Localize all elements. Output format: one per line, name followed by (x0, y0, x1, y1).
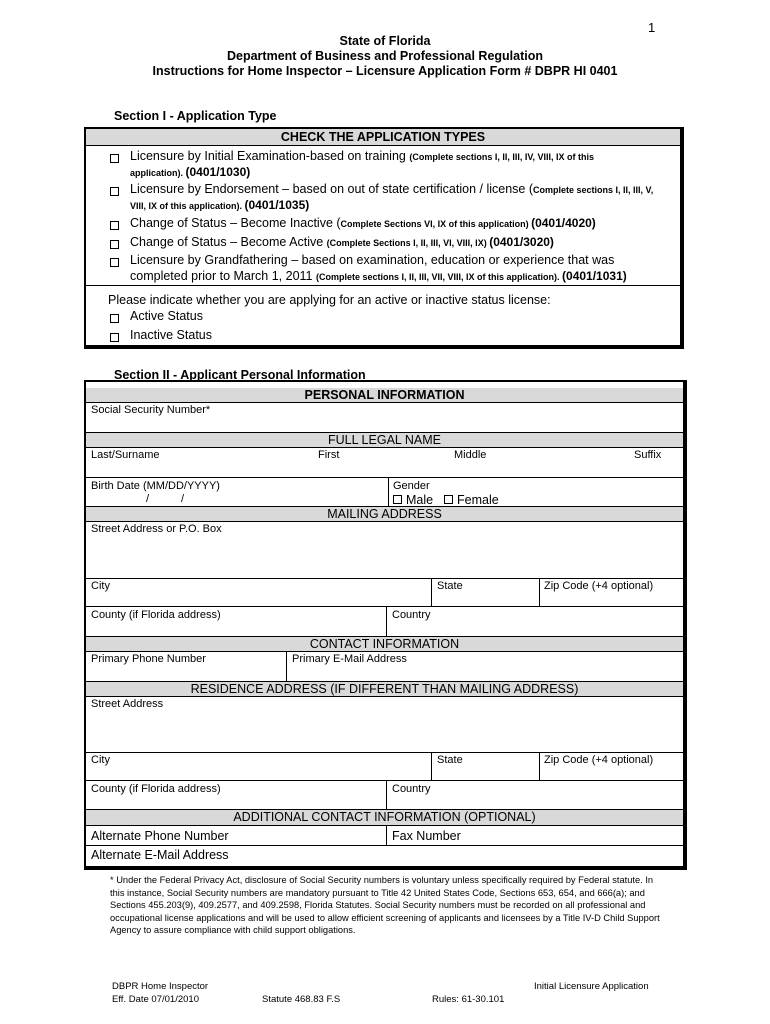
inactive-status-label: Inactive Status (130, 328, 212, 342)
section1-divider (86, 285, 680, 286)
active-status-label: Active Status (130, 309, 203, 323)
active-status-change-checkbox[interactable] (110, 240, 119, 249)
option-become-active (130, 235, 554, 251)
rule (86, 606, 683, 607)
residence-zip-label[interactable]: Zip Code (+4 optional) (544, 754, 654, 766)
rule (431, 578, 432, 606)
option-become-inactive (130, 216, 596, 232)
first-name-label[interactable]: First (318, 449, 340, 461)
option-initial-exam (130, 149, 594, 165)
rule (539, 578, 540, 606)
endorsement-checkbox[interactable] (110, 187, 119, 196)
status-prompt: Please indicate whether you are applying for an active or inactive status license: (108, 293, 551, 307)
option-initial-exam-note2: application). (130, 168, 186, 178)
option-endorsement (130, 182, 653, 198)
birth-date-label[interactable]: Birth Date (MM/DD/YYYY) (91, 480, 220, 492)
footer-effective-date: Eff. Date 07/01/2010 (112, 994, 199, 1005)
rule (388, 477, 389, 506)
male-label: Male (406, 493, 434, 507)
option-endorsement-code: (0401/1035) (244, 198, 310, 212)
gender-female[interactable] (444, 493, 499, 507)
birth-date-slash-1: / (146, 493, 150, 505)
male-checkbox[interactable] (393, 495, 402, 504)
additional-contact-band: ADDITIONAL CONTACT INFORMATION (OPTIONAL) (86, 810, 683, 825)
zip-label[interactable]: Zip Code (+4 optional) (544, 580, 654, 592)
option-become-active-note: (Complete Sections I, II, III, VI, VIII, IX) (326, 238, 490, 248)
footer-form-name: DBPR Home Inspector (112, 981, 209, 992)
rule (86, 696, 683, 697)
rule (86, 477, 683, 478)
option-become-inactive-note: Complete Sections VI, IX of this application) (340, 219, 532, 229)
option-endorsement-line2 (130, 198, 309, 214)
rule (386, 780, 387, 809)
rule (86, 825, 683, 826)
option-initial-exam-label: Licensure by Initial Examination-based on training (130, 149, 410, 163)
option-grandfathering-line2 (130, 269, 627, 285)
residence-country-label[interactable]: Country (392, 783, 431, 795)
footer-application-type: Initial Licensure Application (534, 981, 649, 992)
footer-rules: Rules: 61-30.101 (432, 994, 505, 1005)
application-type-box (84, 127, 684, 349)
option-grandfathering-code: (0401/1031) (562, 269, 627, 283)
footer-statute: Statute 468.83 F.S (262, 994, 341, 1005)
option-become-active-code: (0401/3020) (489, 235, 554, 249)
personal-information-form (84, 380, 687, 870)
option-endorsement-label: Licensure by Endorsement – based on out of state certification / license ( (130, 182, 534, 196)
active-status-checkbox[interactable] (110, 314, 119, 323)
residence-county-label[interactable]: County (if Florida address) (91, 783, 221, 795)
header-form-title: Instructions for Home Inspector – Licensure Application Form # DBPR HI 0401 (152, 64, 618, 78)
option-initial-exam-code: (0401/1030) (185, 165, 251, 179)
alternate-phone-label[interactable]: Alternate Phone Number (91, 829, 229, 843)
section1-title: Section I - Application Type (114, 109, 277, 123)
application-types-band: CHECK THE APPLICATION TYPES (86, 129, 680, 146)
residence-city-label[interactable]: City (91, 754, 110, 766)
inactive-status-checkbox[interactable] (110, 333, 119, 342)
rule (86, 521, 683, 522)
rule (431, 752, 432, 780)
rule (86, 845, 683, 846)
rule (86, 780, 683, 781)
option-initial-exam-line2 (130, 165, 250, 181)
rule (386, 825, 387, 845)
rule (86, 447, 683, 448)
rule (386, 606, 387, 636)
state-label[interactable]: State (437, 580, 463, 592)
residence-address-band: RESIDENCE ADDRESS (IF DIFFERENT THAN MAILING ADDRESS) (86, 682, 683, 696)
rule (539, 752, 540, 780)
female-label: Female (457, 493, 499, 507)
initial-exam-checkbox[interactable] (110, 154, 119, 163)
fax-label[interactable]: Fax Number (392, 829, 461, 843)
option-endorsement-note: Complete sections I, II, III, V, (533, 185, 654, 195)
header-state: State of Florida (339, 34, 431, 48)
country-label[interactable]: Country (392, 609, 431, 621)
city-label[interactable]: City (91, 580, 110, 592)
alternate-email-label[interactable]: Alternate E-Mail Address (91, 848, 229, 862)
street-address-label[interactable]: Street Address or P.O. Box (91, 523, 222, 535)
rule (86, 651, 683, 652)
gender-male[interactable] (393, 493, 433, 507)
primary-phone-label[interactable]: Primary Phone Number (91, 653, 206, 665)
rule (86, 752, 683, 753)
primary-email-label[interactable]: Primary E-Mail Address (292, 653, 407, 665)
option-initial-exam-note: (Complete sections I, II, III, IV, VIII, IX of this (409, 152, 595, 162)
option-endorsement-note2: VIII, IX of this application). (130, 201, 245, 211)
legal-name-band: FULL LEGAL NAME (86, 433, 683, 447)
rule (286, 651, 287, 681)
option-grandfathering-note: (Complete sections I, II, III, VII, VIII, IX of this application). (315, 272, 563, 282)
inactive-status-change-checkbox[interactable] (110, 221, 119, 230)
page-number: 1 (648, 20, 656, 35)
option-grandfathering-label: Licensure by Grandfathering – based on examination, education or experience that was (130, 253, 615, 267)
personal-info-band: PERSONAL INFORMATION (86, 388, 683, 402)
birth-date-slash-2: / (181, 493, 185, 505)
header-department: Department of Business and Professional Regulation (226, 49, 544, 63)
rule (86, 578, 683, 579)
option-grandfathering (130, 253, 614, 268)
mailing-address-band: MAILING ADDRESS (86, 507, 683, 521)
residence-state-label[interactable]: State (437, 754, 463, 766)
grandfathering-checkbox[interactable] (110, 258, 119, 267)
option-become-active-label: Change of Status – Become Active (130, 235, 327, 249)
residence-street-label[interactable]: Street Address (91, 698, 164, 710)
last-name-label[interactable]: Last/Surname (91, 449, 160, 461)
middle-name-label[interactable]: Middle (454, 449, 487, 461)
option-become-inactive-label: Change of Status – Become Inactive ( (130, 216, 341, 230)
section2-title: Section II - Applicant Personal Information (114, 368, 366, 382)
county-label[interactable]: County (if Florida address) (91, 609, 221, 621)
option-grandfathering-label2: completed prior to March 1, 2011 (130, 269, 316, 283)
female-checkbox[interactable] (444, 495, 453, 504)
privacy-act-footnote: * Under the Federal Privacy Act, disclosure of Social Security numbers is voluntary unless specifically required by Federal statute. In this instance, Social Security numbers are mandatory pursuant to Title 42 United States Code, Sections 653, 654, and 666(a); and Sections 455.203(9), 409.2577, and 409.2598, Florida Statutes. Social Security numbers must be recorded on all professional and occupational license applications and will be used to allow efficient screening of applicants and licensees by a Title IV-D Child Support Agency to assure compliance with child support obligations. (110, 875, 660, 935)
rule (86, 402, 683, 403)
gender-label: Gender (393, 480, 430, 492)
ssn-label: Social Security Number* (91, 404, 211, 416)
option-become-inactive-code: (0401/4020) (531, 216, 596, 230)
contact-info-band: CONTACT INFORMATION (86, 637, 683, 651)
suffix-label[interactable]: Suffix (634, 449, 662, 461)
